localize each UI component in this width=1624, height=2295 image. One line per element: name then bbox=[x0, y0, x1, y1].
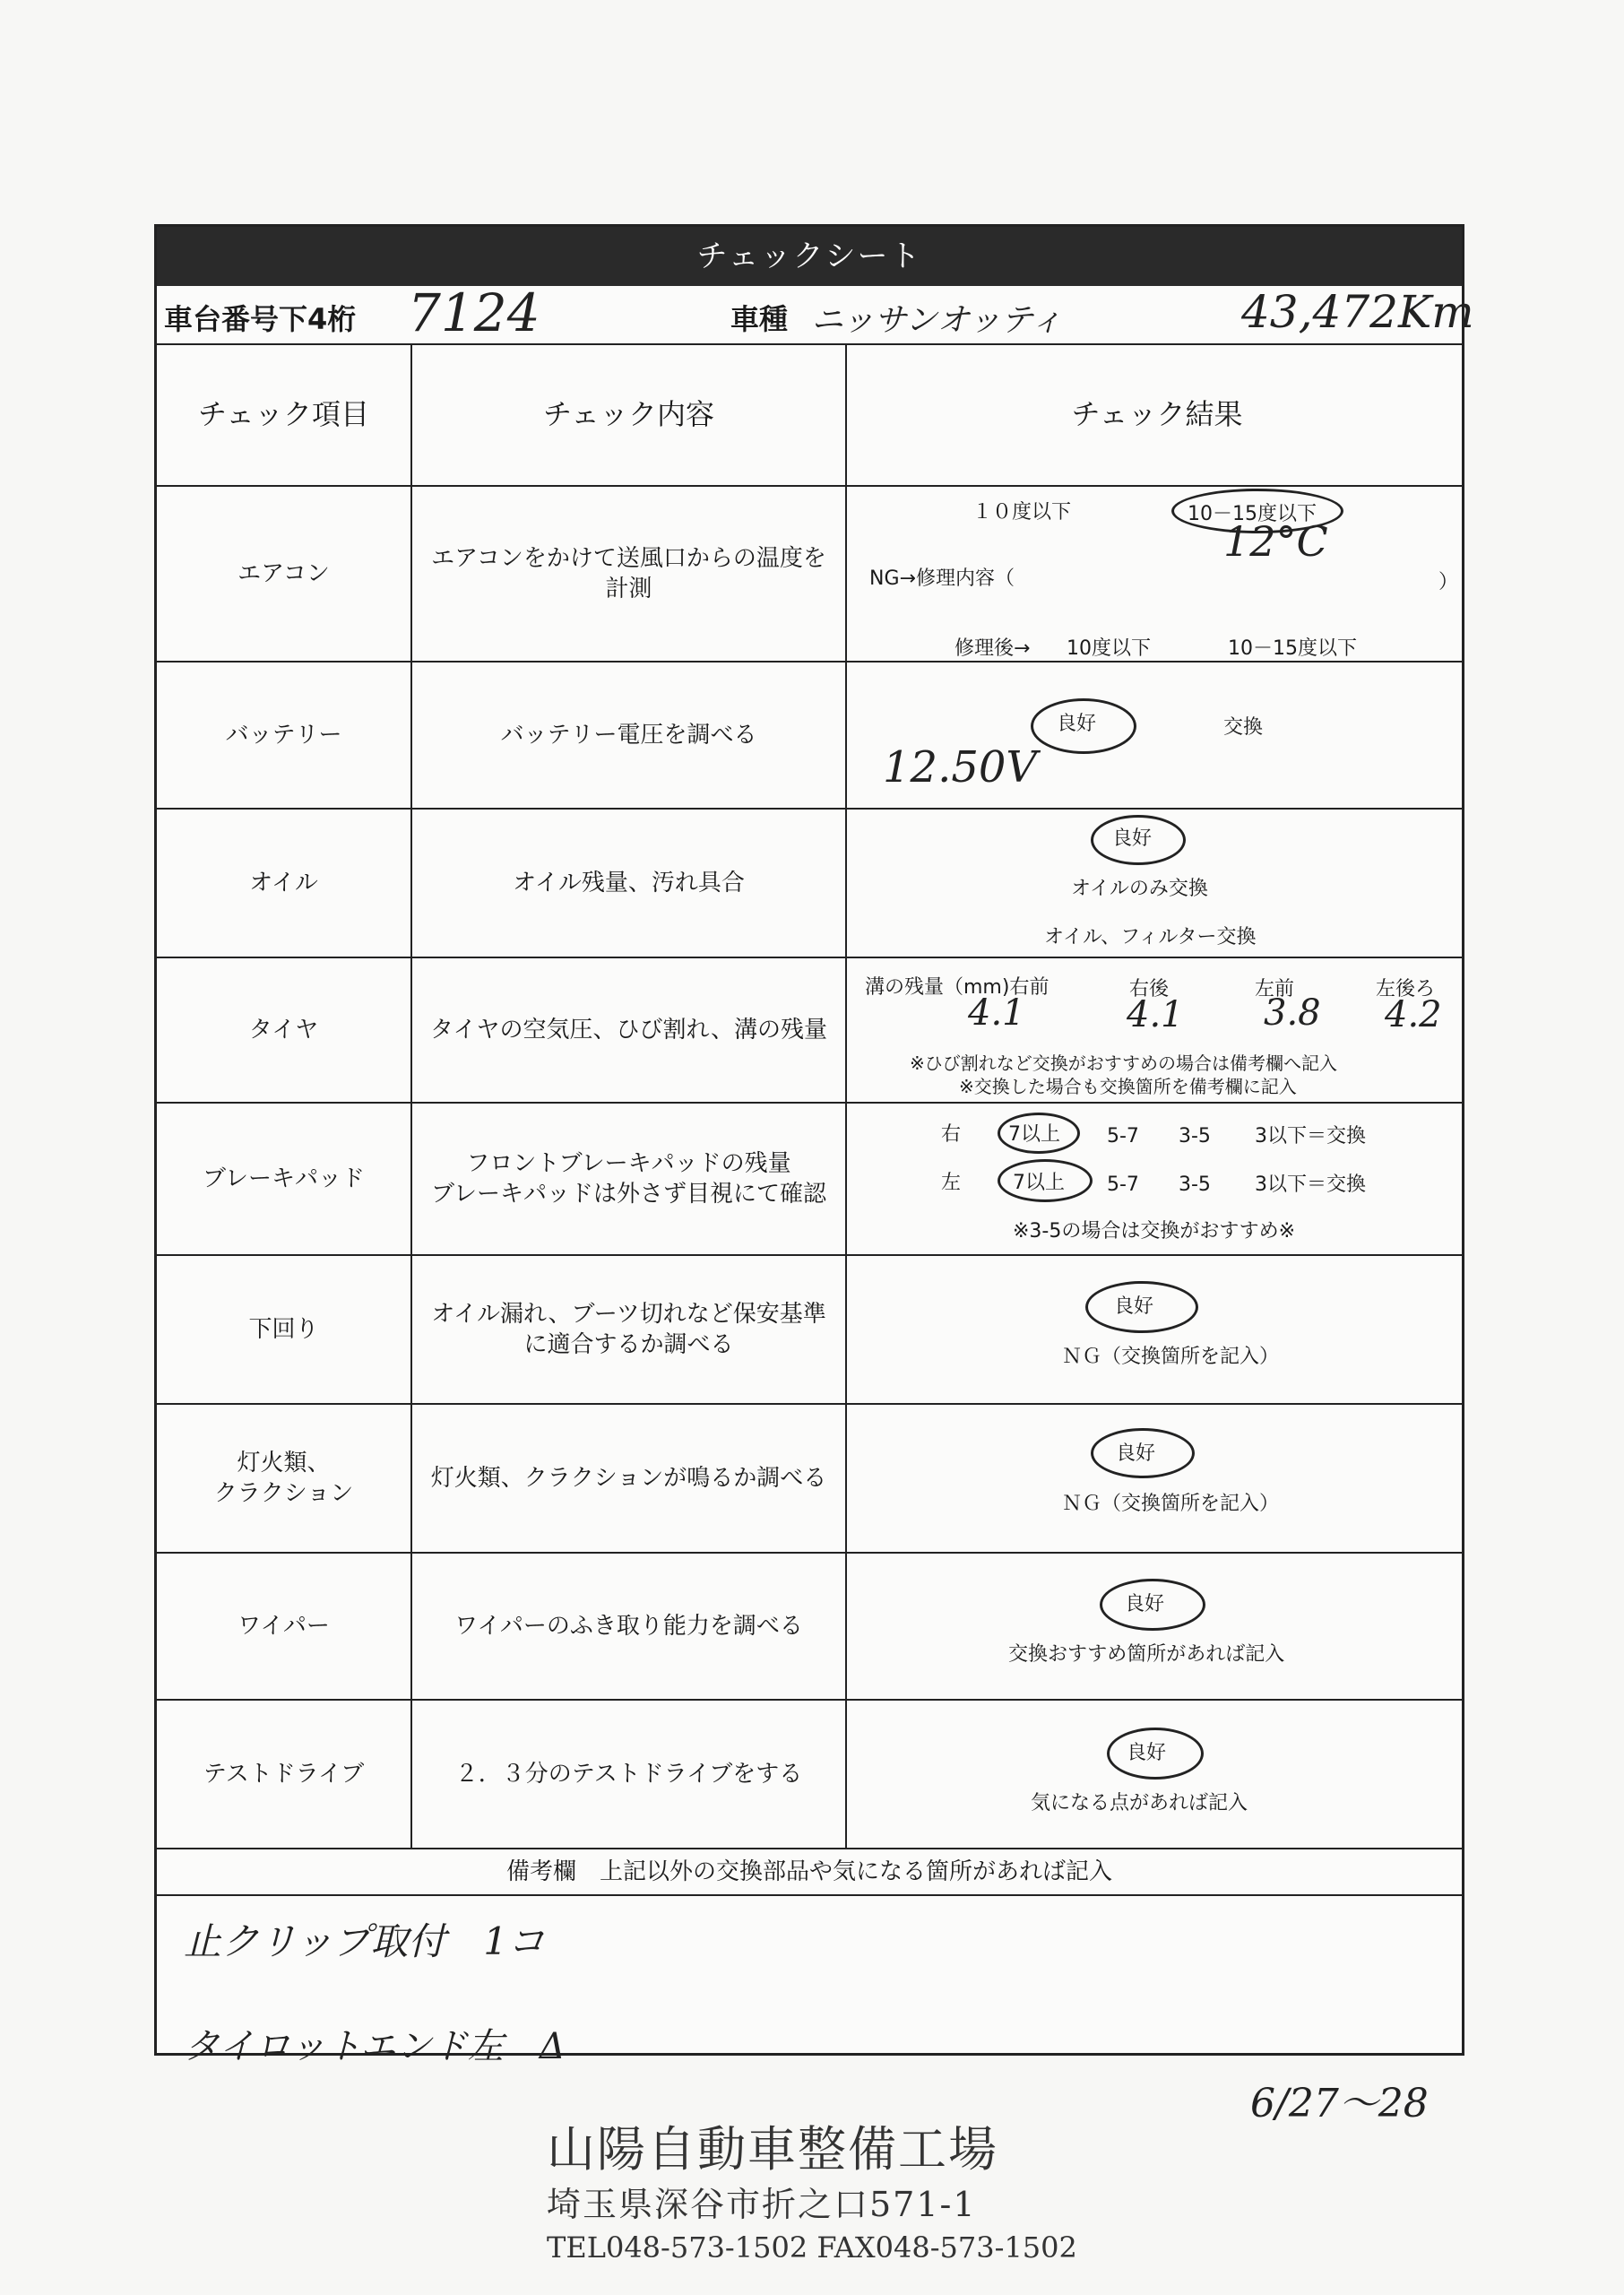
result-wiper bbox=[847, 1554, 1467, 1699]
battery-good: 良好 bbox=[1057, 713, 1097, 735]
mileage-value: 43,472Km bbox=[1241, 286, 1474, 338]
row-aircon bbox=[157, 487, 1462, 663]
vehicle-info-row bbox=[157, 282, 1474, 345]
content-brake bbox=[412, 1104, 847, 1254]
tire-note-2: ※交換した場合も交換箇所を備考欄に記入 bbox=[959, 1076, 1297, 1097]
row-tire bbox=[157, 958, 1462, 1104]
tire-note-1: ※ひび割れなど交換がおすすめの場合は備考欄へ記入 bbox=[910, 1052, 1337, 1074]
sheet-title: チェックシート bbox=[157, 227, 1462, 286]
header-content: チェック内容 bbox=[412, 343, 847, 485]
aircon-ng-close: ） bbox=[1438, 571, 1459, 593]
content-brake-line2: ブレーキパッドは外さず目視にて確認 bbox=[431, 1181, 826, 1208]
battery-reading: 12.50V bbox=[883, 742, 1038, 792]
result-tire bbox=[847, 958, 1467, 1102]
under-good: 良好 bbox=[1114, 1295, 1154, 1318]
battery-replace: 交換 bbox=[1223, 716, 1264, 739]
row-under bbox=[157, 1256, 1462, 1405]
brake-right-3: 3以下＝交換 bbox=[1255, 1125, 1366, 1148]
item-wiper: ワイパー bbox=[157, 1554, 412, 1699]
wiper-note: 交換おすすめ箇所があれば記入 bbox=[1008, 1643, 1285, 1666]
aircon-after-1015: 10－15度以下 bbox=[1228, 637, 1357, 660]
oil-good: 良好 bbox=[1112, 827, 1153, 850]
lights-good: 良好 bbox=[1116, 1442, 1156, 1465]
brake-right-7: 7以上 bbox=[1008, 1123, 1060, 1146]
brake-left-3: 3以下＝交換 bbox=[1255, 1173, 1366, 1196]
brake-left-7: 7以上 bbox=[1013, 1172, 1065, 1194]
content-tire: タイヤの空気圧、ひび割れ、溝の残量 bbox=[412, 958, 847, 1102]
brake-note: ※3-5の場合は交換がおすすめ※ bbox=[1013, 1220, 1296, 1243]
result-drive bbox=[847, 1701, 1467, 1848]
vin-value: 7124 bbox=[408, 282, 540, 343]
item-under: 下回り bbox=[157, 1256, 412, 1403]
result-oil bbox=[847, 810, 1467, 957]
item-brake: ブレーキパッド bbox=[157, 1104, 412, 1254]
aircon-after-10: 10度以下 bbox=[1067, 637, 1151, 660]
drive-good: 良好 bbox=[1127, 1742, 1167, 1764]
row-brake bbox=[157, 1104, 1462, 1256]
brake-left-label: 左 bbox=[941, 1172, 962, 1194]
aircon-ng-label: NG→修理内容（ bbox=[869, 567, 1015, 590]
tire-front-left-value: 3.8 bbox=[1264, 992, 1321, 1034]
remarks-line-2: タイロットエンド左 Δ bbox=[184, 2026, 566, 2067]
item-lights bbox=[157, 1405, 412, 1552]
aircon-opt-10: １０度以下 bbox=[972, 501, 1072, 524]
result-battery bbox=[847, 663, 1467, 808]
content-drive: ２．３分のテストドライブをする bbox=[412, 1701, 847, 1848]
content-aircon-line1: エアコンをかけて送風口からの温度を bbox=[431, 545, 826, 572]
content-aircon bbox=[412, 487, 847, 661]
result-brake bbox=[847, 1104, 1467, 1254]
aircon-opt-1015: 10－15度以下 bbox=[1188, 503, 1317, 525]
under-ng: ＮＧ（交換箇所を記入） bbox=[1062, 1346, 1280, 1368]
row-drive bbox=[157, 1701, 1462, 1849]
footer-address: 埼玉県深谷市折之口571-1 bbox=[547, 2185, 977, 2224]
brake-right-label: 右 bbox=[941, 1123, 962, 1146]
model-label: 車種 bbox=[730, 302, 789, 336]
tire-rear-right-label: 右後 bbox=[1129, 978, 1170, 1000]
brake-right-57: 5-7 bbox=[1107, 1125, 1139, 1148]
wiper-good: 良好 bbox=[1125, 1593, 1165, 1615]
content-aircon-line2: 計測 bbox=[605, 576, 652, 602]
item-tire: タイヤ bbox=[157, 958, 412, 1102]
brake-left-57: 5-7 bbox=[1107, 1173, 1139, 1196]
aircon-reading: 12°C bbox=[1223, 517, 1328, 566]
row-battery bbox=[157, 663, 1462, 810]
content-lights: 灯火類、クラクションが鳴るか調べる bbox=[412, 1405, 847, 1552]
date-note: 6/27～28 bbox=[1250, 2081, 1429, 2126]
result-lights bbox=[847, 1405, 1467, 1552]
tire-depth-label: 溝の残量（mm)右前 bbox=[865, 976, 1050, 999]
model-value: ニッサンオッティ bbox=[811, 302, 1063, 339]
row-oil bbox=[157, 810, 1462, 958]
item-lights-line2: クラクション bbox=[213, 1480, 354, 1507]
content-battery: バッテリー電圧を調べる bbox=[412, 663, 847, 808]
header-item: チェック項目 bbox=[157, 343, 412, 485]
content-oil: オイル残量、汚れ具合 bbox=[412, 810, 847, 957]
footer-phone: TEL048-573-1502 FAX048-573-1502 bbox=[547, 2230, 1077, 2265]
table-header bbox=[157, 343, 1462, 487]
tire-front-left-label: 左前 bbox=[1255, 978, 1295, 1000]
item-battery: バッテリー bbox=[157, 663, 412, 808]
check-sheet bbox=[154, 224, 1474, 2067]
item-oil: オイル bbox=[157, 810, 412, 957]
brake-left-35: 3-5 bbox=[1179, 1173, 1211, 1196]
row-lights bbox=[157, 1405, 1462, 1554]
content-brake-line1: フロントブレーキパッドの残量 bbox=[466, 1150, 791, 1177]
drive-note: 気になる点があれば記入 bbox=[1031, 1792, 1248, 1814]
header-result: チェック結果 bbox=[1071, 397, 1243, 431]
footer-company: 山陽自動車整備工場 bbox=[547, 2121, 998, 2178]
content-wiper: ワイパーのふき取り能力を調べる bbox=[412, 1554, 847, 1699]
row-wiper bbox=[157, 1554, 1462, 1701]
lights-ng: ＮＧ（交換箇所を記入） bbox=[1062, 1493, 1280, 1515]
oil-filter: オイル、フィルター交換 bbox=[1044, 926, 1257, 948]
item-lights-line1: 灯火類、 bbox=[237, 1450, 331, 1477]
item-aircon: エアコン bbox=[157, 487, 412, 661]
content-under-line2: に適合するか調べる bbox=[523, 1331, 734, 1358]
result-under bbox=[847, 1256, 1467, 1403]
tire-rear-left-value: 4.2 bbox=[1385, 994, 1442, 1035]
content-under bbox=[412, 1256, 847, 1403]
content-under-line1: オイル漏れ、ブーツ切れなど保安基準 bbox=[431, 1301, 826, 1328]
tire-front-right-value: 4.1 bbox=[968, 992, 1025, 1034]
vin-label: 車台番号下4桁 bbox=[164, 302, 357, 336]
oil-only: オイルのみ交換 bbox=[1071, 878, 1208, 900]
aircon-after-label: 修理後→ bbox=[955, 637, 1031, 660]
tire-rear-left-label: 左後ろ bbox=[1376, 978, 1436, 1000]
item-drive: テストドライブ bbox=[157, 1701, 412, 1848]
tire-rear-right-value: 4.1 bbox=[1127, 994, 1184, 1035]
brake-right-35: 3-5 bbox=[1179, 1125, 1211, 1148]
result-aircon bbox=[847, 487, 1467, 661]
remarks-header: 備考欄 上記以外の交換部品や気になる箇所があれば記入 bbox=[157, 1849, 1462, 1896]
remarks-line-1: 止クリップ取付 1コ bbox=[184, 1919, 546, 1963]
